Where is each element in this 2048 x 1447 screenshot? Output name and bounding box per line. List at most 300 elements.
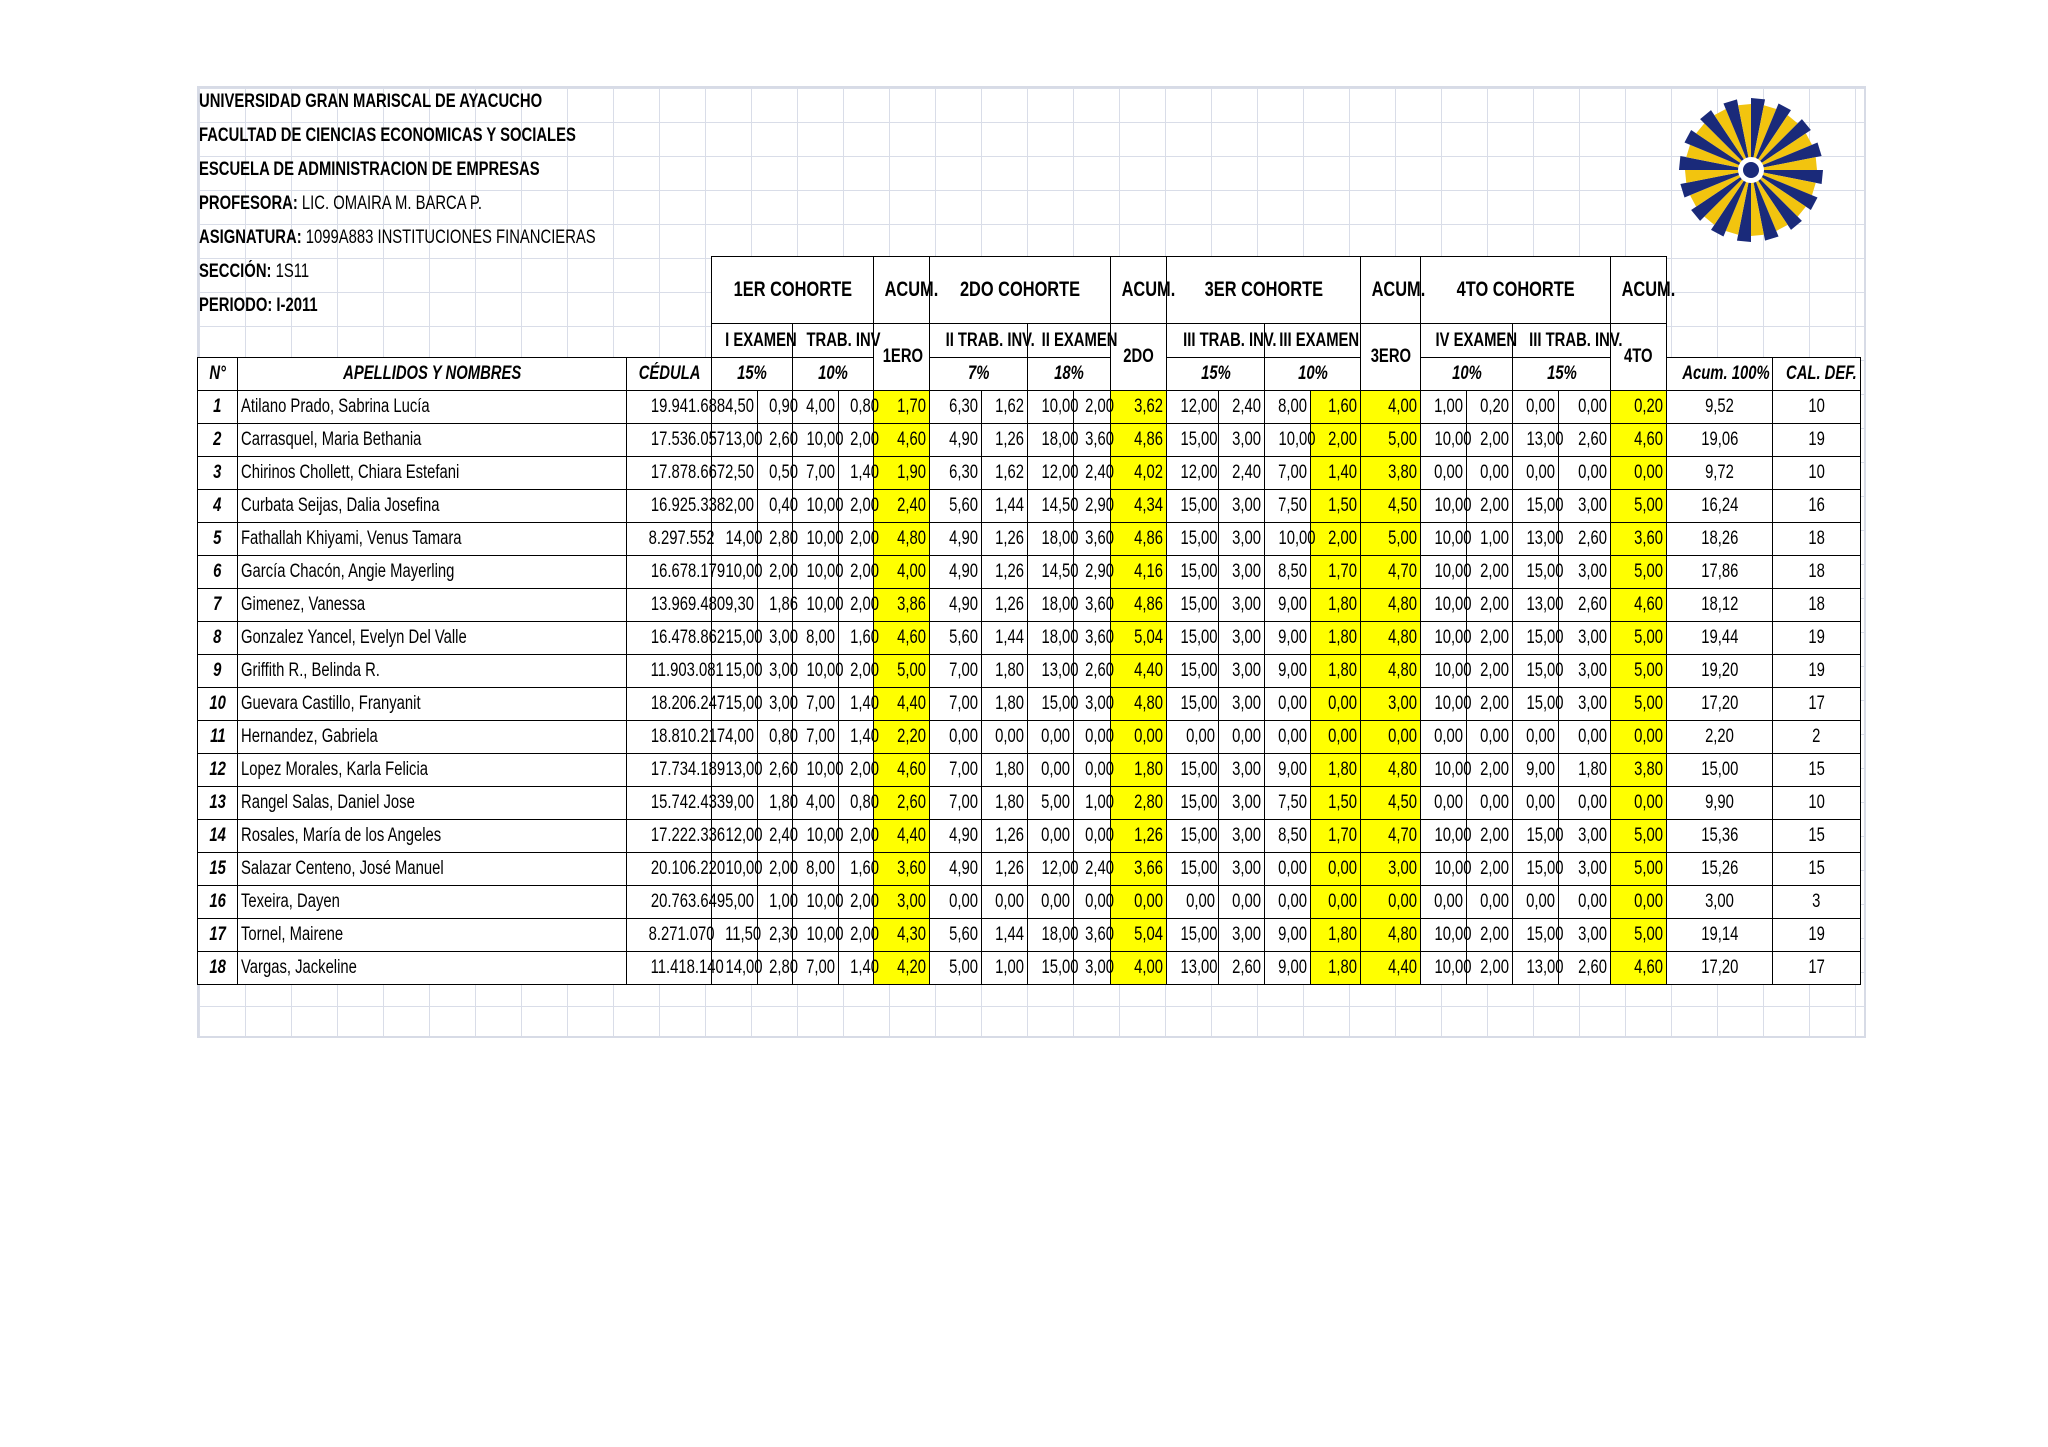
student-name: Gimenez, Vanessa — [238, 589, 627, 622]
score-cell: 0,00 — [1028, 754, 1074, 787]
score-cell: 13,00 — [1513, 424, 1559, 457]
accumulated-score: 4,40 — [1111, 655, 1167, 688]
final-grade: 16 — [1773, 490, 1861, 523]
score-cell: 15,00 — [1513, 853, 1559, 886]
final-grade: 18 — [1773, 523, 1861, 556]
accumulated-score: 4,80 — [1111, 688, 1167, 721]
score-cell: 3,00 — [1074, 688, 1111, 721]
final-grade: 18 — [1773, 556, 1861, 589]
score-cell: 3,00 — [1219, 589, 1265, 622]
accumulated-score: 2,40 — [874, 490, 930, 523]
total-score: 2,20 — [1667, 721, 1773, 754]
accumulated-score: 4,40 — [874, 820, 930, 853]
score-cell: 5,60 — [930, 622, 982, 655]
accumulated-score: 4,40 — [874, 688, 930, 721]
score-cell: 0,00 — [930, 721, 982, 754]
score-cell: 7,00 — [930, 787, 982, 820]
score-cell: 2,00 — [839, 655, 874, 688]
section-line: SECCIÓN: 1S11 — [199, 261, 310, 282]
score-cell: 1,80 — [758, 787, 793, 820]
accumulated-score: 1,80 — [1111, 754, 1167, 787]
score-cell: 15,00 — [1167, 589, 1219, 622]
score-cell: 1,62 — [982, 391, 1028, 424]
accumulated-score: 4,40 — [1361, 952, 1421, 985]
accumulated-score: 0,00 — [1611, 886, 1667, 919]
score-cell: 3,00 — [758, 688, 793, 721]
score-cell: 9,00 — [1265, 754, 1311, 787]
score-cell: 12,00 — [1028, 457, 1074, 490]
score-cell: 3,00 — [1559, 688, 1611, 721]
student-row — [198, 952, 1861, 985]
accumulated-score: 4,50 — [1361, 490, 1421, 523]
score-cell: 5,60 — [930, 919, 982, 952]
accumulated-score: 4,50 — [1361, 787, 1421, 820]
score-cell: 15,00 — [1167, 787, 1219, 820]
score-cell: 2,80 — [758, 952, 793, 985]
student-id: 8.297.552 — [627, 523, 712, 556]
score-cell: 2,40 — [1219, 457, 1265, 490]
score-cell: 9,00 — [1265, 655, 1311, 688]
acum-4-header: ACUM. — [1611, 257, 1667, 324]
score-cell: 13,00 — [1028, 655, 1074, 688]
score-cell: 12,00 — [1028, 853, 1074, 886]
student-name: Rangel Salas, Daniel Jose — [238, 787, 627, 820]
student-row — [198, 919, 1861, 952]
score-cell: 1,26 — [982, 589, 1028, 622]
score-cell: 1,40 — [839, 457, 874, 490]
percent-c4-work: 15% — [1513, 358, 1611, 391]
score-cell: 1,26 — [982, 853, 1028, 886]
score-cell: 9,00 — [1265, 589, 1311, 622]
score-cell: 1,80 — [1311, 919, 1361, 952]
score-cell: 0,00 — [1421, 721, 1467, 754]
accumulated-score: 0,20 — [1611, 391, 1667, 424]
student-id: 8.271.070 — [627, 919, 712, 952]
score-cell: 18,00 — [1028, 589, 1074, 622]
score-cell: 8,00 — [1265, 391, 1311, 424]
student-id: 20.106.220 — [627, 853, 712, 886]
accumulated-score: 4,34 — [1111, 490, 1167, 523]
row-number: 15 — [198, 853, 238, 886]
total-score: 16,24 — [1667, 490, 1773, 523]
student-name: Texeira, Dayen — [238, 886, 627, 919]
score-cell: 0,00 — [1265, 886, 1311, 919]
score-cell: 2,00 — [1467, 688, 1513, 721]
final-grade: 19 — [1773, 655, 1861, 688]
percent-c1-work: 10% — [793, 358, 874, 391]
score-cell: 3,00 — [1219, 655, 1265, 688]
score-cell: 10,00 — [793, 556, 839, 589]
score-cell: 0,90 — [758, 391, 793, 424]
student-id: 16.678.179 — [627, 556, 712, 589]
score-cell: 1,80 — [1311, 754, 1361, 787]
student-row — [198, 391, 1861, 424]
score-cell: 2,60 — [1559, 589, 1611, 622]
score-cell: 2,00 — [758, 853, 793, 886]
accumulated-score: 0,00 — [1111, 886, 1167, 919]
score-cell: 0,00 — [1421, 787, 1467, 820]
subhead-c2-work: II TRAB. INV. — [930, 324, 1028, 358]
score-cell: 2,60 — [758, 754, 793, 787]
score-cell: 9,00 — [1265, 919, 1311, 952]
total-score: 19,20 — [1667, 655, 1773, 688]
score-cell: 4,90 — [930, 589, 982, 622]
score-cell: 15,00 — [1167, 820, 1219, 853]
score-cell: 2,30 — [758, 919, 793, 952]
score-cell: 3,00 — [1219, 523, 1265, 556]
score-cell: 1,60 — [839, 853, 874, 886]
score-cell: 10,00 — [1421, 523, 1467, 556]
score-cell: 18,00 — [1028, 523, 1074, 556]
score-cell: 13,00 — [712, 424, 758, 457]
score-cell: 7,00 — [793, 457, 839, 490]
score-cell: 1,86 — [758, 589, 793, 622]
total-score: 17,20 — [1667, 688, 1773, 721]
accumulated-score: 4,60 — [1611, 424, 1667, 457]
score-cell: 3,00 — [1559, 622, 1611, 655]
score-cell: 1,80 — [1311, 952, 1361, 985]
final-grade: 10 — [1773, 457, 1861, 490]
accumulated-score: 4,80 — [1361, 655, 1421, 688]
score-cell: 5,00 — [1028, 787, 1074, 820]
score-cell: 1,60 — [839, 622, 874, 655]
score-cell: 0,00 — [982, 886, 1028, 919]
score-cell: 1,40 — [1311, 457, 1361, 490]
score-cell: 0,00 — [1074, 820, 1111, 853]
score-cell: 15,00 — [1167, 655, 1219, 688]
student-id: 15.742.433 — [627, 787, 712, 820]
period-line: PERIODO: I-2011 — [199, 295, 318, 316]
accumulated-score: 5,04 — [1111, 919, 1167, 952]
accumulated-score: 4,60 — [1611, 589, 1667, 622]
score-cell: 15,00 — [1167, 556, 1219, 589]
accumulated-score: 3,62 — [1111, 391, 1167, 424]
score-cell: 2,40 — [758, 820, 793, 853]
acum-4-subhead: 4TO — [1611, 324, 1667, 391]
acum-2-subhead: 2DO — [1111, 324, 1167, 391]
score-cell: 15,00 — [1513, 919, 1559, 952]
score-cell: 0,00 — [1074, 886, 1111, 919]
score-cell: 3,00 — [1559, 490, 1611, 523]
score-cell: 2,40 — [1219, 391, 1265, 424]
score-cell: 10,00 — [793, 655, 839, 688]
row-number: 5 — [198, 523, 238, 556]
student-name: Hernandez, Gabriela — [238, 721, 627, 754]
score-cell: 0,00 — [1513, 721, 1559, 754]
faculty-title: FACULTAD DE CIENCIAS ECONOMICAS Y SOCIALES — [199, 125, 576, 146]
score-cell: 2,60 — [758, 424, 793, 457]
accumulated-score: 4,86 — [1111, 523, 1167, 556]
score-cell: 1,00 — [1074, 787, 1111, 820]
score-cell: 0,00 — [1559, 457, 1611, 490]
score-cell: 1,00 — [758, 886, 793, 919]
score-cell: 1,80 — [982, 754, 1028, 787]
score-cell: 0,50 — [758, 457, 793, 490]
score-cell: 0,00 — [1467, 457, 1513, 490]
accumulated-score: 5,00 — [1611, 556, 1667, 589]
column-final-header: CAL. DEF. — [1773, 358, 1861, 391]
accumulated-score: 4,00 — [1361, 391, 1421, 424]
score-cell: 14,00 — [712, 523, 758, 556]
row-number: 11 — [198, 721, 238, 754]
score-cell: 1,00 — [982, 952, 1028, 985]
score-cell: 2,00 — [1311, 424, 1361, 457]
score-cell: 0,00 — [1167, 721, 1219, 754]
accumulated-score: 4,60 — [874, 754, 930, 787]
accumulated-score: 1,70 — [874, 391, 930, 424]
score-cell: 0,00 — [1311, 721, 1361, 754]
accumulated-score: 4,80 — [1361, 754, 1421, 787]
score-cell: 1,26 — [982, 523, 1028, 556]
accumulated-score: 4,80 — [1361, 589, 1421, 622]
score-cell: 1,44 — [982, 490, 1028, 523]
score-cell: 3,00 — [1559, 919, 1611, 952]
score-cell: 13,00 — [1513, 589, 1559, 622]
score-cell: 1,00 — [1467, 523, 1513, 556]
score-cell: 10,00 — [793, 589, 839, 622]
accumulated-score: 4,86 — [1111, 589, 1167, 622]
score-cell: 10,00 — [1421, 688, 1467, 721]
score-cell: 9,30 — [712, 589, 758, 622]
final-grade: 15 — [1773, 853, 1861, 886]
student-row — [198, 490, 1861, 523]
score-cell: 2,00 — [712, 490, 758, 523]
acum-3-subhead: 3ERO — [1361, 324, 1421, 391]
score-cell: 13,00 — [1167, 952, 1219, 985]
accumulated-score: 4,30 — [874, 919, 930, 952]
row-number: 2 — [198, 424, 238, 457]
total-score: 9,90 — [1667, 787, 1773, 820]
score-cell: 4,90 — [930, 820, 982, 853]
score-cell: 13,00 — [1513, 952, 1559, 985]
score-cell: 6,30 — [930, 391, 982, 424]
score-cell: 10,00 — [1421, 952, 1467, 985]
subhead-c1-exam: I EXAMEN — [712, 324, 793, 358]
row-number: 17 — [198, 919, 238, 952]
accumulated-score: 0,00 — [1111, 721, 1167, 754]
accumulated-score: 5,00 — [1611, 490, 1667, 523]
score-cell: 1,80 — [1311, 589, 1361, 622]
score-cell: 0,00 — [1467, 886, 1513, 919]
score-cell: 0,00 — [1028, 721, 1074, 754]
total-score: 17,20 — [1667, 952, 1773, 985]
score-cell: 2,50 — [712, 457, 758, 490]
score-cell: 2,90 — [1074, 490, 1111, 523]
row-number: 16 — [198, 886, 238, 919]
score-cell: 15,00 — [1167, 919, 1219, 952]
total-score: 19,14 — [1667, 919, 1773, 952]
score-cell: 3,00 — [1559, 820, 1611, 853]
score-cell: 11,50 — [712, 919, 758, 952]
accumulated-score: 3,80 — [1611, 754, 1667, 787]
subhead-c3-exam: III EXAMEN — [1265, 324, 1361, 358]
accumulated-score: 0,00 — [1361, 886, 1421, 919]
student-id: 17.222.336 — [627, 820, 712, 853]
student-row — [198, 556, 1861, 589]
total-score: 19,44 — [1667, 622, 1773, 655]
total-score: 3,00 — [1667, 886, 1773, 919]
score-cell: 15,00 — [1513, 820, 1559, 853]
score-cell: 10,00 — [1421, 919, 1467, 952]
student-name: Griffith R., Belinda R. — [238, 655, 627, 688]
accumulated-score: 4,00 — [874, 556, 930, 589]
score-cell: 1,70 — [1311, 820, 1361, 853]
accumulated-score: 4,86 — [1111, 424, 1167, 457]
score-cell: 3,00 — [1219, 919, 1265, 952]
percent-c4-exam: 10% — [1421, 358, 1513, 391]
score-cell: 2,00 — [839, 556, 874, 589]
percent-c1-exam: 15% — [712, 358, 793, 391]
score-cell: 1,50 — [1311, 490, 1361, 523]
student-row — [198, 721, 1861, 754]
score-cell: 13,00 — [1513, 523, 1559, 556]
score-cell: 15,00 — [1167, 523, 1219, 556]
total-score: 18,26 — [1667, 523, 1773, 556]
score-cell: 2,40 — [1074, 853, 1111, 886]
student-row — [198, 820, 1861, 853]
accumulated-score: 4,80 — [874, 523, 930, 556]
score-cell: 15,00 — [1513, 655, 1559, 688]
score-cell: 15,00 — [1513, 490, 1559, 523]
total-score: 17,86 — [1667, 556, 1773, 589]
score-cell: 15,00 — [1167, 688, 1219, 721]
row-number: 4 — [198, 490, 238, 523]
student-row — [198, 688, 1861, 721]
student-id: 20.763.649 — [627, 886, 712, 919]
accumulated-score: 0,00 — [1361, 721, 1421, 754]
score-cell: 10,00 — [1421, 622, 1467, 655]
score-cell: 2,00 — [839, 523, 874, 556]
student-name: Curbata Seijas, Dalia Josefina — [238, 490, 627, 523]
student-id: 11.903.081 — [627, 655, 712, 688]
score-cell: 10,00 — [793, 424, 839, 457]
row-number: 8 — [198, 622, 238, 655]
score-cell: 1,80 — [982, 688, 1028, 721]
accumulated-score: 3,00 — [1361, 688, 1421, 721]
score-cell: 1,80 — [1311, 655, 1361, 688]
row-number: 13 — [198, 787, 238, 820]
row-number: 1 — [198, 391, 238, 424]
score-cell: 1,80 — [982, 787, 1028, 820]
score-cell: 10,00 — [793, 754, 839, 787]
score-cell: 15,00 — [712, 622, 758, 655]
score-cell: 1,80 — [1559, 754, 1611, 787]
accumulated-score: 4,70 — [1361, 820, 1421, 853]
accumulated-score: 4,80 — [1361, 622, 1421, 655]
score-cell: 15,00 — [1028, 952, 1074, 985]
cohort-2-header: 2DO COHORTE — [930, 257, 1111, 324]
accumulated-score: 3,00 — [874, 886, 930, 919]
percent-c2-exam: 18% — [1028, 358, 1111, 391]
score-cell: 15,00 — [1167, 622, 1219, 655]
score-cell: 15,00 — [1167, 490, 1219, 523]
accumulated-score: 5,00 — [1361, 424, 1421, 457]
score-cell: 1,70 — [1311, 556, 1361, 589]
score-cell: 4,90 — [930, 424, 982, 457]
accumulated-score: 5,00 — [1611, 622, 1667, 655]
cohort-3-header: 3ER COHORTE — [1167, 257, 1361, 324]
subhead-c4-exam: IV EXAMEN — [1421, 324, 1513, 358]
accumulated-score: 5,00 — [1611, 853, 1667, 886]
score-cell: 0,00 — [1559, 787, 1611, 820]
score-cell: 0,00 — [1311, 853, 1361, 886]
student-id: 13.969.480 — [627, 589, 712, 622]
subhead-c3-work: III TRAB. INV. — [1167, 324, 1265, 358]
score-cell: 15,00 — [1513, 688, 1559, 721]
score-cell: 1,62 — [982, 457, 1028, 490]
score-cell: 2,00 — [1311, 523, 1361, 556]
emblem-center — [1743, 162, 1759, 178]
score-cell: 3,00 — [1219, 622, 1265, 655]
score-cell: 2,00 — [1467, 853, 1513, 886]
accumulated-score: 3,86 — [874, 589, 930, 622]
subhead-c4-work: III TRAB. INV. — [1513, 324, 1611, 358]
score-cell: 14,50 — [1028, 490, 1074, 523]
accumulated-score: 3,60 — [874, 853, 930, 886]
score-cell: 15,00 — [712, 655, 758, 688]
student-row — [198, 886, 1861, 919]
score-cell: 0,00 — [1028, 886, 1074, 919]
row-number: 6 — [198, 556, 238, 589]
student-name: García Chacón, Angie Mayerling — [238, 556, 627, 589]
score-cell: 0,00 — [1028, 820, 1074, 853]
score-cell: 15,00 — [712, 688, 758, 721]
percent-c3-exam: 10% — [1265, 358, 1361, 391]
score-cell: 1,60 — [1311, 391, 1361, 424]
score-cell: 3,00 — [1219, 787, 1265, 820]
score-cell: 3,60 — [1074, 424, 1111, 457]
score-cell: 5,60 — [930, 490, 982, 523]
score-cell: 0,00 — [1513, 391, 1559, 424]
score-cell: 7,00 — [793, 952, 839, 985]
score-cell: 3,60 — [1074, 589, 1111, 622]
student-row — [198, 589, 1861, 622]
final-grade: 19 — [1773, 424, 1861, 457]
score-cell: 2,00 — [839, 490, 874, 523]
row-number: 14 — [198, 820, 238, 853]
total-score: 15,36 — [1667, 820, 1773, 853]
student-row — [198, 523, 1861, 556]
accumulated-score: 2,60 — [874, 787, 930, 820]
score-cell: 2,60 — [1219, 952, 1265, 985]
university-title: UNIVERSIDAD GRAN MARISCAL DE AYACUCHO — [199, 91, 543, 112]
score-cell: 3,00 — [1559, 853, 1611, 886]
grades-table — [197, 256, 1861, 985]
final-grade: 2 — [1773, 721, 1861, 754]
accumulated-score: 5,00 — [1611, 655, 1667, 688]
student-row — [198, 622, 1861, 655]
accumulated-score: 5,04 — [1111, 622, 1167, 655]
student-id: 18.206.247 — [627, 688, 712, 721]
score-cell: 15,00 — [1028, 688, 1074, 721]
score-cell: 12,00 — [1167, 457, 1219, 490]
final-grade: 10 — [1773, 787, 1861, 820]
final-grade: 15 — [1773, 754, 1861, 787]
final-grade: 3 — [1773, 886, 1861, 919]
acum-2-header: ACUM. — [1111, 257, 1167, 324]
student-row — [198, 853, 1861, 886]
score-cell: 1,44 — [982, 622, 1028, 655]
score-cell: 2,60 — [1559, 424, 1611, 457]
row-number: 18 — [198, 952, 238, 985]
student-name: Tornel, Mairene — [238, 919, 627, 952]
score-cell: 4,90 — [930, 556, 982, 589]
score-cell: 3,00 — [1219, 688, 1265, 721]
score-cell: 3,00 — [758, 655, 793, 688]
score-cell: 1,40 — [839, 952, 874, 985]
acum-1-subhead: 1ERO — [874, 324, 930, 391]
student-name: Guevara Castillo, Franyanit — [238, 688, 627, 721]
